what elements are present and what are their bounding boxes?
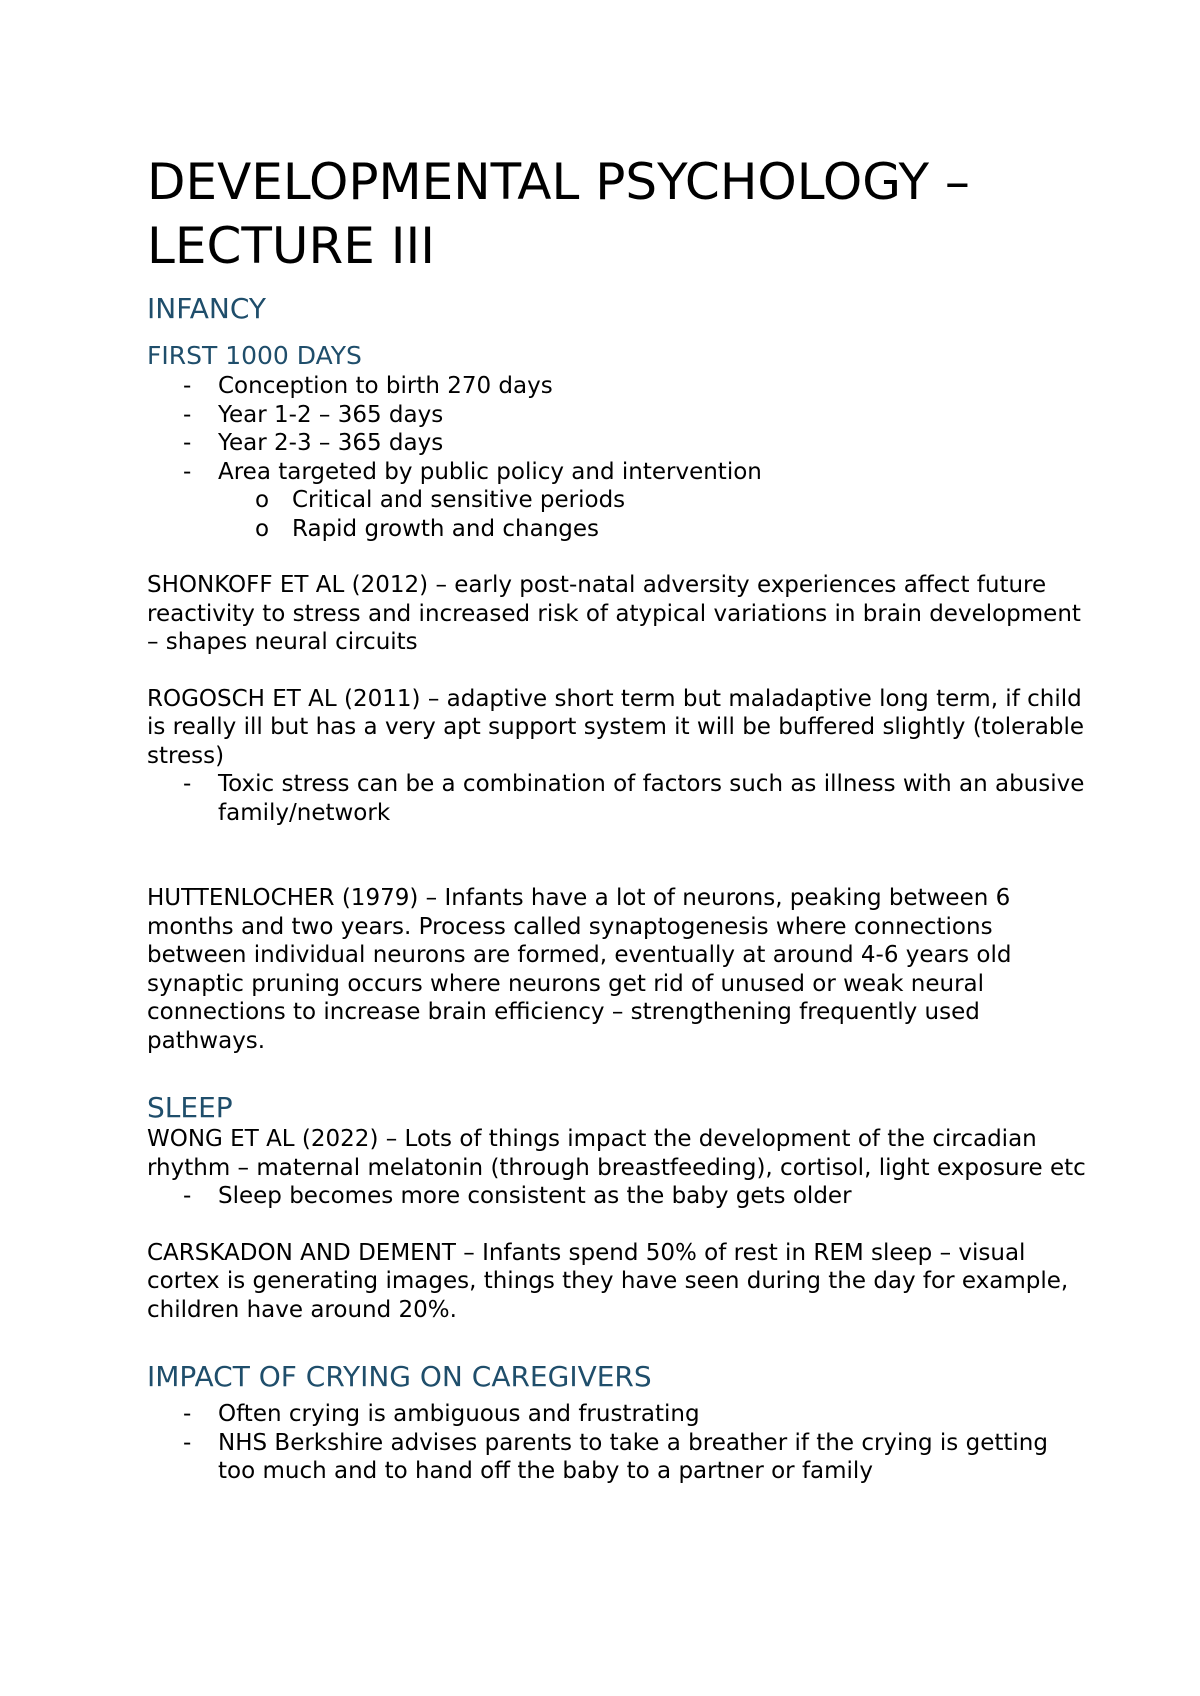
list-item-text: NHS Berkshire advises parents to take a breather if the crying is getting too much and to hand off the baby to a partner or family <box>218 1429 1048 1484</box>
sub-list-item-text: Critical and sensitive periods <box>292 487 626 513</box>
list-item <box>147 401 1087 430</box>
wong-list <box>147 1182 1087 1211</box>
document-title-line-2: LECTURE III <box>147 217 435 275</box>
list-item-text: Toxic stress can be a combination of factors such as illness with an abusive family/network <box>218 771 1085 826</box>
dash-bullet: - <box>183 373 192 399</box>
infancy-heading: INFANCY <box>147 292 266 325</box>
rogosch-paragraph: ROGOSCH ET AL (2011) – adaptive short term but maladaptive long term, if child is really ill but has a very apt support system it will be buffered slightly (tolerable stress) <box>147 685 1085 769</box>
list-item <box>147 770 1087 827</box>
list-item <box>147 1429 1087 1486</box>
wong-paragraph: WONG ET AL (2022) – Lots of things impact the development of the circadian rhythm – maternal melatonin (through breastfeeding), cortisol, light exposure etc <box>147 1126 1086 1181</box>
list-item-text: Year 1-2 – 365 days <box>218 401 444 428</box>
list-item <box>147 1400 1087 1429</box>
rogosch-list <box>147 770 1087 827</box>
list-item <box>147 1182 1087 1211</box>
circle-bullet: o <box>255 515 270 542</box>
dash-bullet: - <box>183 1429 192 1456</box>
list-item-text: Year 2-3 – 365 days <box>218 430 444 456</box>
document-title <box>147 150 1087 278</box>
dash-bullet: - <box>183 1183 192 1209</box>
sub-list-item <box>147 486 1087 515</box>
shonkoff-paragraph: SHONKOFF ET AL (2012) – early post-natal adversity experiences affect future reactivity to stress and increased risk of atypical variations in brain development – shapes neural circuits <box>147 572 1081 655</box>
dash-bullet: - <box>183 771 192 797</box>
document-title-line-1: DEVELOPMENTAL PSYCHOLOGY – <box>147 153 970 211</box>
list-item-text: Area targeted by public policy and intervention <box>218 458 762 485</box>
carskadon-paragraph: CARSKADON AND DEMENT – Infants spend 50% of rest in REM sleep – visual cortex is generating images, things they have seen during the day for example, children have around 20%. <box>147 1239 1069 1323</box>
document-page <box>147 150 1087 1486</box>
dash-bullet: - <box>183 1401 192 1427</box>
list-item <box>147 458 1087 487</box>
list-item-text: Often crying is ambiguous and frustrating <box>218 1401 700 1427</box>
crying-heading: IMPACT OF CRYING ON CAREGIVERS <box>147 1360 652 1393</box>
dash-bullet: - <box>183 401 192 428</box>
sleep-heading: SLEEP <box>147 1091 233 1124</box>
dash-bullet: - <box>183 458 192 485</box>
first-1000-days-list <box>147 372 1087 486</box>
list-item-text: Sleep becomes more consistent as the baby gets older <box>218 1183 852 1209</box>
crying-list <box>147 1400 1087 1486</box>
huttenlocher-paragraph: HUTTENLOCHER (1979) – Infants have a lot of neurons, peaking between 6 months and two years. Process called synaptogenesis where connections between individual neurons are formed, eventually at around 4-6 years old synaptic pruning occurs where neurons get rid of unused or weak neural connections to increase brain efficiency – strengthening frequently used pathways. <box>147 885 1012 1054</box>
circle-bullet: o <box>255 487 270 513</box>
dash-bullet: - <box>183 430 192 456</box>
list-item-text: Conception to birth 270 days <box>218 373 553 399</box>
first-1000-days-sublist <box>147 486 1087 543</box>
sub-list-item-text: Rapid growth and changes <box>292 515 600 542</box>
sub-list-item <box>147 515 1087 544</box>
list-item <box>147 372 1087 401</box>
list-item <box>147 429 1087 458</box>
first-1000-days-heading: FIRST 1000 DAYS <box>147 341 362 370</box>
